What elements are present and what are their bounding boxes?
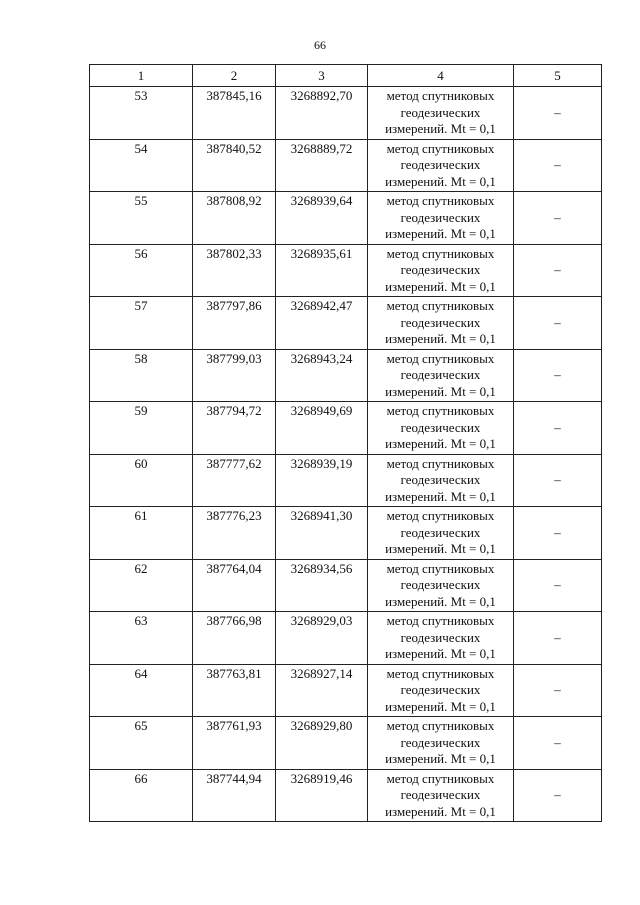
table-row (90, 612, 602, 665)
table-header (90, 65, 602, 87)
method-line-3: измерений. Mt = 0,1 (385, 436, 496, 451)
coord-x: 387766,98 (193, 612, 276, 665)
coord-y: 3268927,14 (276, 664, 368, 717)
coord-y: 3268935,61 (276, 244, 368, 297)
coord-y: 3268949,69 (276, 402, 368, 455)
method-line-2: геодезических (400, 367, 481, 382)
method-line-3: измерений. Mt = 0,1 (385, 383, 496, 399)
accuracy-cell: – (514, 769, 602, 822)
method-line-1: метод спутниковых (386, 350, 495, 366)
method-line-3: измерений. Mt = 0,1 (385, 488, 496, 504)
point-number: 54 (90, 139, 193, 192)
method-line-3: измерений. Mt = 0,1 (385, 698, 496, 714)
method-line-1: метод спутниковых (386, 140, 495, 156)
header-row (90, 65, 602, 87)
method-line-2: геодезических (400, 734, 481, 750)
method-line-1: метод спутниковых (386, 718, 495, 733)
coord-y: 3268929,80 (276, 717, 368, 770)
method-line-3: измерений. Mt = 0,1 (385, 278, 496, 294)
point-number: 66 (90, 769, 193, 822)
method-line-2: геодезических (400, 314, 481, 330)
method-cell (368, 769, 514, 822)
method-line-2: геодезических (400, 157, 481, 172)
method-cell (368, 192, 514, 245)
accuracy-cell: – (514, 402, 602, 455)
method-line-2: геодезических (400, 577, 481, 592)
method-cell (368, 297, 514, 350)
accuracy-cell: – (514, 717, 602, 770)
table-row (90, 87, 602, 140)
point-number: 64 (90, 664, 193, 717)
coord-y: 3268892,70 (276, 87, 368, 140)
accuracy-cell: – (514, 664, 602, 717)
method-line-2: геодезических (400, 682, 481, 697)
accuracy-cell: – (514, 297, 602, 350)
method-line-3: измерений. Mt = 0,1 (385, 173, 496, 189)
point-number: 63 (90, 612, 193, 665)
method-line-2: геодезических (400, 209, 481, 225)
point-number: 53 (90, 87, 193, 140)
method-cell (368, 507, 514, 560)
header-col-4: 4 (368, 65, 514, 87)
coord-x: 387761,93 (193, 717, 276, 770)
table-row (90, 559, 602, 612)
coord-x: 387797,86 (193, 297, 276, 350)
table-row (90, 507, 602, 560)
page-number: 66 (314, 38, 326, 52)
table-row (90, 769, 602, 822)
method-cell (368, 559, 514, 612)
header-col-5: 5 (514, 65, 602, 87)
method-line-3: измерений. Mt = 0,1 (385, 541, 496, 556)
header-col-3: 3 (276, 65, 368, 87)
coord-y: 3268929,03 (276, 612, 368, 665)
method-line-3: измерений. Mt = 0,1 (385, 803, 496, 819)
method-cell (368, 87, 514, 140)
coord-x: 387799,03 (193, 349, 276, 402)
coord-x: 387744,94 (193, 769, 276, 822)
accuracy-cell: – (514, 559, 602, 612)
point-number: 55 (90, 192, 193, 245)
method-line-2: геодезических (400, 104, 481, 120)
table-row (90, 717, 602, 770)
table-row (90, 454, 602, 507)
coordinates-table (89, 64, 602, 822)
method-line-1: метод спутниковых (386, 560, 495, 576)
header-col-1: 1 (90, 65, 193, 87)
coord-x: 387763,81 (193, 664, 276, 717)
table-row (90, 349, 602, 402)
accuracy-cell: – (514, 87, 602, 140)
coord-x: 387802,33 (193, 244, 276, 297)
accuracy-cell: – (514, 349, 602, 402)
method-line-2: геодезических (400, 524, 481, 540)
coord-y: 3268943,24 (276, 349, 368, 402)
point-number: 61 (90, 507, 193, 560)
method-line-3: измерений. Mt = 0,1 (385, 751, 496, 766)
method-line-1: метод спутниковых (386, 508, 495, 523)
point-number: 59 (90, 402, 193, 455)
method-line-3: измерений. Mt = 0,1 (385, 226, 496, 241)
method-cell (368, 244, 514, 297)
table-row (90, 402, 602, 455)
coord-y: 3268939,19 (276, 454, 368, 507)
point-number: 62 (90, 559, 193, 612)
coord-y: 3268942,47 (276, 297, 368, 350)
coord-y: 3268939,64 (276, 192, 368, 245)
method-line-1: метод спутниковых (386, 88, 495, 103)
method-line-1: метод спутниковых (386, 665, 495, 681)
method-cell (368, 349, 514, 402)
method-line-2: геодезических (400, 787, 481, 802)
method-line-1: метод спутниковых (386, 455, 495, 471)
method-cell (368, 139, 514, 192)
method-line-1: метод спутниковых (386, 298, 495, 313)
accuracy-cell: – (514, 139, 602, 192)
method-cell (368, 454, 514, 507)
method-line-1: метод спутниковых (386, 245, 495, 261)
point-number: 56 (90, 244, 193, 297)
point-number: 65 (90, 717, 193, 770)
coord-x: 387840,52 (193, 139, 276, 192)
coord-y: 3268889,72 (276, 139, 368, 192)
coord-x: 387777,62 (193, 454, 276, 507)
coord-x: 387764,04 (193, 559, 276, 612)
accuracy-cell: – (514, 612, 602, 665)
point-number: 60 (90, 454, 193, 507)
point-number: 58 (90, 349, 193, 402)
table-row (90, 192, 602, 245)
method-line-2: геодезических (400, 472, 481, 487)
method-cell (368, 402, 514, 455)
accuracy-cell: – (514, 244, 602, 297)
method-line-3: измерений. Mt = 0,1 (385, 331, 496, 346)
table-row (90, 664, 602, 717)
method-cell (368, 664, 514, 717)
method-line-2: геодезических (400, 629, 481, 645)
coord-y: 3268934,56 (276, 559, 368, 612)
accuracy-cell: – (514, 192, 602, 245)
header-col-2: 2 (193, 65, 276, 87)
method-line-1: метод спутниковых (386, 193, 495, 208)
coord-x: 387794,72 (193, 402, 276, 455)
point-number: 57 (90, 297, 193, 350)
coord-x: 387808,92 (193, 192, 276, 245)
method-line-1: метод спутниковых (386, 403, 495, 418)
method-line-3: измерений. Mt = 0,1 (385, 646, 496, 661)
coord-x: 387845,16 (193, 87, 276, 140)
method-line-1: метод спутниковых (386, 613, 495, 628)
method-cell (368, 717, 514, 770)
accuracy-cell: – (514, 454, 602, 507)
accuracy-cell: – (514, 507, 602, 560)
table-row (90, 297, 602, 350)
method-cell (368, 612, 514, 665)
method-line-1: метод спутниковых (386, 770, 495, 786)
coord-y: 3268941,30 (276, 507, 368, 560)
coord-x: 387776,23 (193, 507, 276, 560)
coord-y: 3268919,46 (276, 769, 368, 822)
method-line-3: измерений. Mt = 0,1 (385, 593, 496, 609)
table-row (90, 244, 602, 297)
method-line-2: геодезических (400, 419, 481, 435)
table-body (90, 87, 602, 822)
method-line-2: геодезических (400, 262, 481, 277)
method-line-3: измерений. Mt = 0,1 (385, 121, 496, 136)
table-row (90, 139, 602, 192)
